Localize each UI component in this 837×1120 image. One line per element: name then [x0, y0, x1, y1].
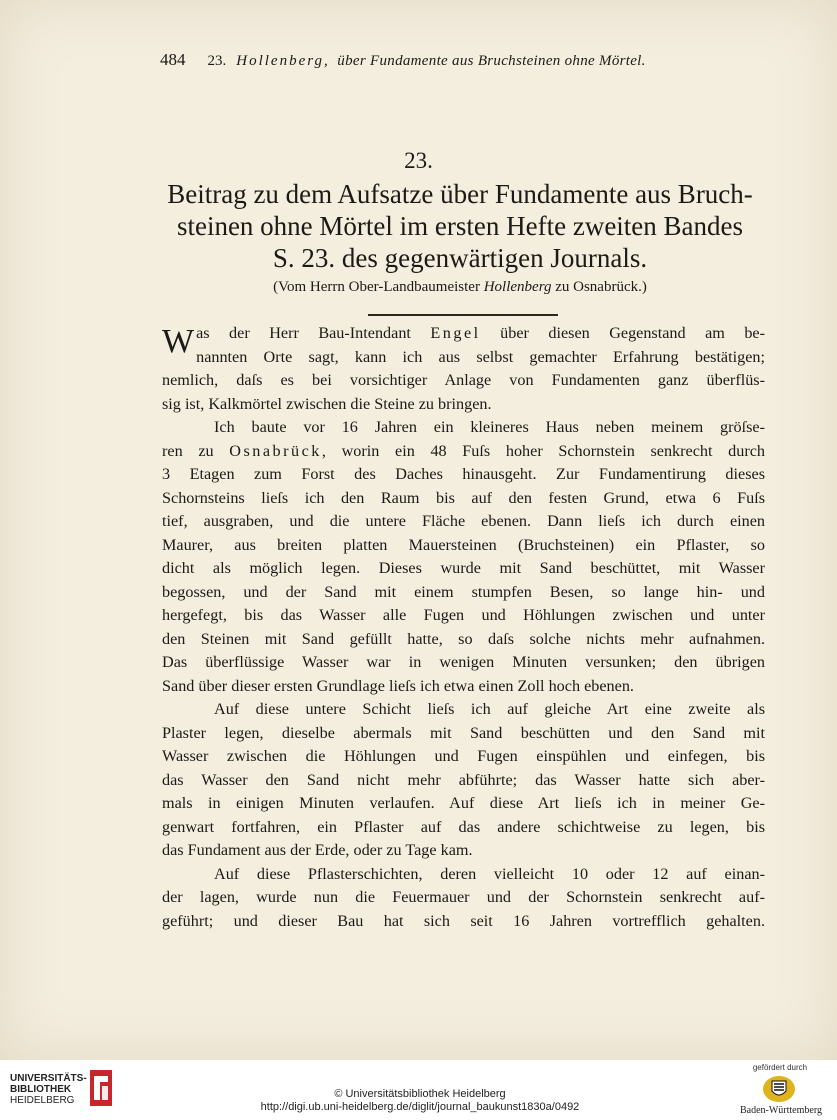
title-divider — [368, 314, 558, 316]
text-line: 3 Etagen zum Forst des Daches hinausgeht. Zur Fundamentirung dieses — [162, 465, 765, 483]
text-line: mals in einigen Minuten verlaufen. Auf diese Art lieſs ich in meiner Ge- — [162, 794, 765, 812]
text-line: geführt; und dieser Bau hat sich seit 16 Jahren vortrefflich gehalten. — [162, 911, 765, 930]
text-line: Das überflüssige Wasser war in wenigen Minuten versunken; den übrigen — [162, 653, 765, 671]
running-head — [160, 50, 720, 70]
library-name: UNIVERSITÄTS- BIBLIOTHEK HEIDELBERG — [10, 1073, 87, 1106]
baden-wuerttemberg-crest-icon — [762, 1075, 796, 1103]
text-line: nannten Orte sagt, kann ich aus selbst gemachter Erfahrung bestätigen; — [196, 347, 765, 366]
text-line: ren zu Osnabrück, worin ein 48 Fuſs hoher Schornstein senkrecht durch — [162, 441, 765, 460]
text-line: dicht als möglich legen. Dieses wurde mit Sand beschüttet, mit Wasser — [162, 559, 765, 577]
sponsor-name: Baden-Württemberg — [739, 1105, 822, 1116]
page-number: 484 — [160, 50, 186, 69]
text-line: das Fundament aus der Erde, oder zu Tage kam. — [162, 841, 473, 859]
funded-by-label: gefördert durch — [752, 1063, 808, 1072]
initial-letter: W — [162, 323, 195, 360]
text-line: der lagen, wurde nun die Feuermauer und der Schornstein senkrecht auf- — [162, 888, 765, 906]
text-line: sig ist, Kalkmörtel zwischen die Steine zu bringen. — [162, 394, 492, 413]
permalink[interactable]: http://digi.ub.uni-heidelberg.de/diglit/journal_baukunst1830a/0492 — [260, 1101, 580, 1113]
running-title: über Fundamente aus Bruchsteinen ohne Mörtel. — [337, 53, 646, 69]
byline-author: Hollenberg — [483, 279, 552, 295]
byline-suffix: zu Osnabrück.) — [555, 279, 647, 295]
copyright-notice — [200, 1088, 640, 1114]
text-line: Auf diese Pflasterschichten, deren vielleicht 10 oder 12 auf einan- — [214, 864, 765, 883]
text-line: Auf diese untere Schicht lieſs ich auf gleiche Art eine zweite als — [214, 700, 765, 718]
text-line: hergefegt, bis das Wasser alle Fugen und Höhlungen zwischen und unter — [162, 606, 765, 624]
article-body — [162, 322, 765, 933]
text-line: nemlich, daſs es bei vorsichtiger Anlage von Fundamenten ganz überflüs- — [162, 371, 765, 389]
digitization-footer — [0, 1060, 837, 1120]
byline-prefix: (Vom Herrn Ober-Landbaumeister — [273, 279, 480, 295]
copyright-text: © Universitätsbibliothek Heidelberg — [334, 1088, 506, 1100]
paragraph — [162, 322, 765, 416]
running-article-number: 23. — [207, 53, 227, 69]
title-line: steinen ohne Mörtel im ersten Hefte zweiten Bandes — [176, 211, 744, 241]
text-line: das Wasser den Sand nicht mehr abführte; das Wasser hatte sich aber- — [162, 770, 765, 789]
text-line: Ich baute vor 16 Jahren ein kleineres Haus neben meinem gröſse- — [214, 418, 765, 436]
running-author: Hollenberg, — [236, 53, 330, 69]
byline — [150, 279, 770, 296]
title-line: S. 23. des gegenwärtigen Journals. — [272, 243, 648, 273]
text-line: Schornsteins lieſs ich den Raum bis auf den festen Grund, etwa 6 Fuſs — [162, 488, 765, 507]
text-line: tief, ausgraben, und die untere Fläche ebenen. Dann lieſs ich durch einen — [162, 512, 765, 530]
library-logo-icon — [88, 1068, 114, 1108]
text-line: Wasser zwischen die Höhlungen und Fugen einspühlen und einfegen, bis — [162, 747, 765, 765]
paragraph — [162, 863, 765, 934]
text-line: den Steinen mit Sand gefüllt hatte, so daſs solche nichts mehr aufnahmen. — [162, 629, 765, 648]
paragraph — [162, 416, 765, 698]
article-number: 23. — [404, 148, 433, 173]
text-line: begossen, und der Sand mit einem stumpfen Besen, so lange hin- und — [162, 582, 765, 601]
text-line: Sand über dieser ersten Grundlage lieſs ich etwa einen Zoll hoch ebenen. — [162, 676, 634, 695]
person-name: Engel — [430, 324, 481, 342]
text-line: as der Herr Bau-Intendant Engel über diesen Gegenstand am be- — [196, 324, 765, 342]
paragraph — [162, 698, 765, 863]
text-line: genwart fortfahren, ein Pflaster auf das andere schichtweise zu legen, bis — [162, 817, 765, 836]
text-line: Maurer, aus breiten platten Mauersteinen (Bruchsteinen) ein Pflaster, so — [162, 535, 765, 554]
place-name: Osnabrück — [229, 441, 322, 460]
article-title — [150, 178, 770, 274]
text-line: Plaster legen, dieselbe abermals mit Sand beschütten und den Sand mit — [162, 723, 765, 742]
title-line: Beitrag zu dem Aufsatze über Fundamente aus Bruch- — [167, 179, 753, 209]
